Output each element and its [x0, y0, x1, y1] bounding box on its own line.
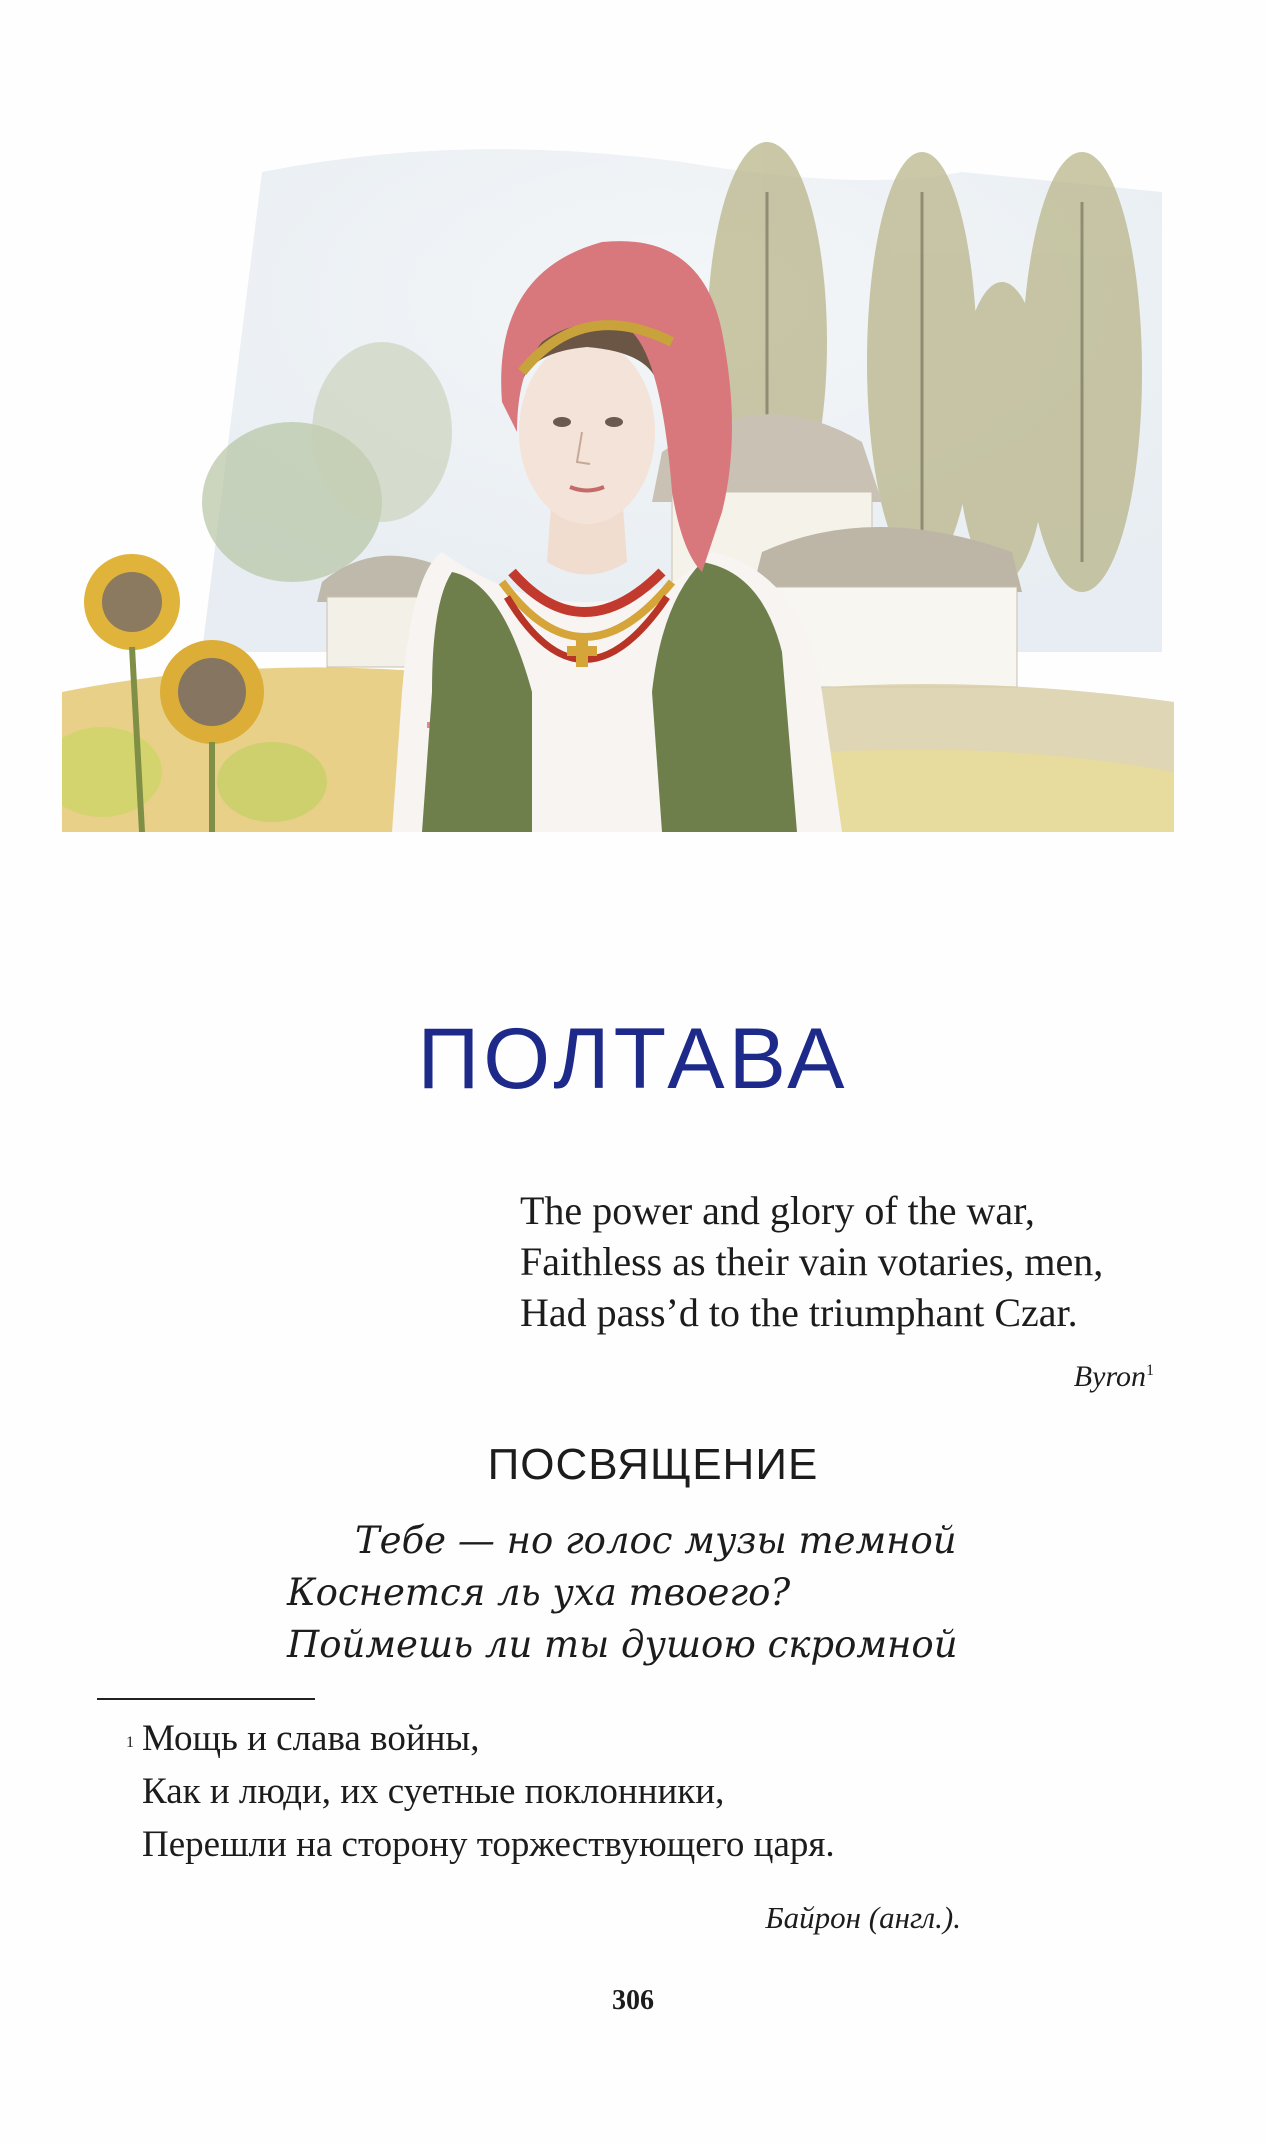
- epigraph-author-name: Byron: [1073, 1360, 1146, 1393]
- epigraph-line: Faithless as their vain votaries, men,: [520, 1239, 1104, 1284]
- dedication-verse: [287, 1515, 958, 1671]
- watercolor-illustration: [62, 132, 1174, 832]
- footnote-reference[interactable]: 1: [1146, 1362, 1154, 1379]
- footnote-mark: 1: [126, 1734, 134, 1751]
- footnote: [126, 1712, 835, 1871]
- dedication-line: Коснется ль уха твоего?: [287, 1571, 791, 1614]
- dedication-heading: ПОСВЯЩЕНИЕ: [487, 1440, 819, 1489]
- footnote-author: Байрон (англ.).: [765, 1900, 961, 1935]
- epigraph-line: The power and glory of the war,: [520, 1188, 1035, 1233]
- dedication-line: Тебе — но голос музы темной: [355, 1519, 957, 1562]
- poem-title: ПОЛТАВА: [417, 1011, 849, 1107]
- epigraph-line: Had pass’d to the triumphant Czar.: [520, 1290, 1078, 1335]
- footnote-line: Перешли на сторону торжествующего царя.: [142, 1824, 835, 1865]
- epigraph-author: [1074, 1360, 1154, 1394]
- footnote-divider: [97, 1698, 315, 1700]
- footnote-line-text: Мощь и слава войны,: [142, 1718, 480, 1759]
- footnote-line: Как и люди, их суетные поклонники,: [142, 1771, 725, 1812]
- footnote-line: [126, 1712, 835, 1765]
- page-number: 306: [612, 1985, 654, 2016]
- dedication-line: Поймешь ли ты душою скромной: [287, 1623, 958, 1666]
- epigraph: [520, 1185, 1103, 1338]
